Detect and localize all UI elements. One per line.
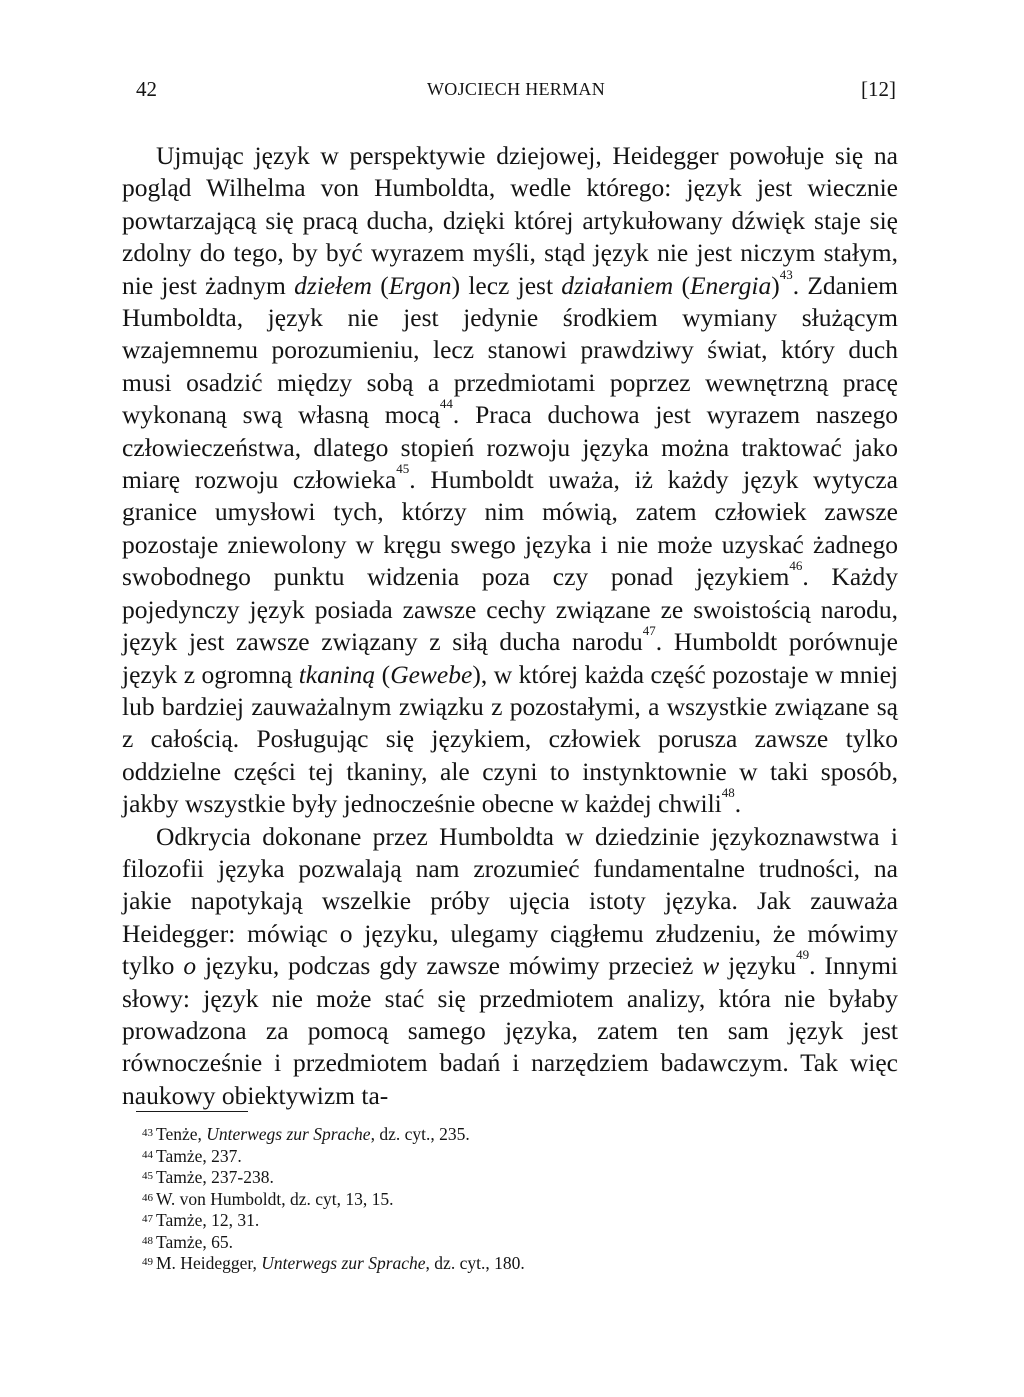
footnote-number: 45 <box>142 1170 153 1182</box>
footnote-ref[interactable]: 44 <box>439 396 453 412</box>
footnote <box>142 1232 882 1254</box>
footnote <box>142 1253 882 1275</box>
running-head-author: WOJCIECH HERMAN <box>427 79 605 99</box>
footnote-number: 46 <box>142 1191 153 1204</box>
footnote-number: 49 <box>142 1256 153 1268</box>
footnote-ref[interactable]: 48 <box>721 785 735 801</box>
footnote-ref[interactable]: 45 <box>396 461 410 477</box>
footnote <box>142 1210 882 1232</box>
paragraph <box>122 821 898 1113</box>
footnote <box>142 1189 882 1211</box>
italic-term: Gewebe <box>390 659 473 689</box>
text-run: . Humboldt porównuje język z ogromną <box>122 627 898 689</box>
text-run: . <box>734 789 742 819</box>
footnote-number: 44 <box>142 1148 153 1161</box>
footnote-ref[interactable]: 49 <box>796 947 810 963</box>
text-run: ( <box>673 270 690 300</box>
footnote-title: Unterwegs zur Sprache <box>206 1124 371 1144</box>
footnote-number: 43 <box>142 1127 153 1139</box>
footnote-text: Tenże, <box>156 1124 207 1144</box>
italic-term: o <box>183 951 197 981</box>
footnote-text: W. von Humboldt, dz. cyt, 13, 15. <box>156 1188 394 1209</box>
footnote-text: Tamże, 65. <box>156 1231 234 1252</box>
footnote-ref[interactable]: 47 <box>642 623 656 639</box>
footnote <box>142 1124 882 1146</box>
text-run: . Humboldt uważa, iż każdy język wytycza granice umysłowi tych, którzy nim mówią, zatem człowiek zawsze pozostaje zniewolony w kręgu swego języka i nie może uzyskać żadnego swobodnego punktu widzenia poza czy ponad językiem <box>122 465 898 592</box>
text-run: . Każdy pojedynczy język posiada zawsze cechy związane ze swoistością narodu, język jest zawsze związany z siłą ducha narodu <box>122 562 898 657</box>
footnote <box>142 1167 882 1189</box>
footnote-text: , dz. cyt., 180. <box>425 1253 525 1273</box>
text-run: Ujmując język w perspektywie dziejowej, Heidegger powołuje się na pogląd Wilhelma von Humboldta, wedle którego: język jest wiecznie powtarzającą się pracą ducha, dzięki której artykułowany dźwięk staje się zdolny do tego, by być wyrazem myśli, stąd język nie jest niczym stałym, nie jest żadnym <box>122 141 898 300</box>
footnote-text: Tamże, 237-238. <box>156 1167 274 1187</box>
footnote-ref[interactable]: 46 <box>789 558 803 574</box>
text-run: ) lecz jest <box>451 270 562 300</box>
footnotes <box>142 1124 882 1275</box>
footnote-text: , dz. cyt., 235. <box>370 1124 470 1144</box>
text-run: ( <box>371 270 389 300</box>
footnote-text: M. Heidegger, <box>156 1253 262 1273</box>
footnote-ref[interactable]: 43 <box>779 266 793 282</box>
footnote-text: Tamże, 237. <box>156 1145 242 1166</box>
italic-term: w <box>702 951 720 981</box>
text-run: . Praca duchowa jest wyrazem naszego człowieczeństwa, dlatego stopień rozwoju języka można traktować jako miarę rozwoju człowieka <box>122 400 898 495</box>
page-number: 42 <box>136 77 157 101</box>
footnote-separator <box>136 1111 248 1112</box>
italic-term: działaniem <box>561 270 674 300</box>
footnote-title: Unterwegs zur Sprache <box>261 1253 426 1273</box>
text-run: języku, podczas gdy zawsze mówimy przecież <box>196 951 703 981</box>
italic-term: dziełem <box>294 270 372 300</box>
text-run: ( <box>375 659 391 689</box>
section-number: [12] <box>861 77 896 101</box>
text-run: . Zdaniem Humboldta, język nie jest jedynie środkiem wymiany służącym wzajemnemu porozumieniu, lecz stanowi prawdziwy świat, który duch musi osadzić między sobą a przedmiotami poprzez wewnętrzną pracę wykonaną swą własną mocą <box>122 270 898 430</box>
text-run: . Innymi słowy: język nie może stać się przedmiotem analizy, która nie byłaby prowadzona za pomocą samego języka, zatem ten sam język jest równocześnie i przedmiotem badań i narzędziem badawczym. Tak więc naukowy obiektywizm ta- <box>122 951 898 1110</box>
italic-term: Ergon <box>388 270 452 300</box>
italic-term: tkaniną <box>298 659 376 689</box>
text-run: ), w której każda część pozostaje w mniej lub bardziej zauważalnym związku z pozostałymi, a wszystkie związane są z całością. Posługując się językiem, człowiek porusza zawsze tylko oddzielne części tej tkaniny, ale czyni to instynktownie w taki sposób, jakby wszystkie były jednocześnie obecne w każdej chwili <box>122 659 899 819</box>
footnote-number: 47 <box>142 1213 153 1225</box>
main-text <box>122 140 898 1112</box>
text-run: Odkrycia dokonane przez Humboldta w dziedzinie językoznawstwa i filozofii języka pozwalają nam zrozumieć fundamentalne trudności, na jakie napotykają wszelkie próby ujęcia istoty języka. Jak zauważa Heidegger: mówiąc o języku, ulegamy ciągłemu złudzeniu, że mówimy tylko <box>122 821 898 981</box>
footnote <box>142 1146 882 1168</box>
footnote-text: Tamże, 12, 31. <box>156 1210 260 1230</box>
paragraph <box>122 140 898 821</box>
footnote-number: 48 <box>142 1234 153 1247</box>
running-header <box>136 74 896 104</box>
text-run: języku <box>719 951 797 981</box>
text-run: ) <box>771 270 780 300</box>
italic-term: Energia <box>689 270 772 300</box>
